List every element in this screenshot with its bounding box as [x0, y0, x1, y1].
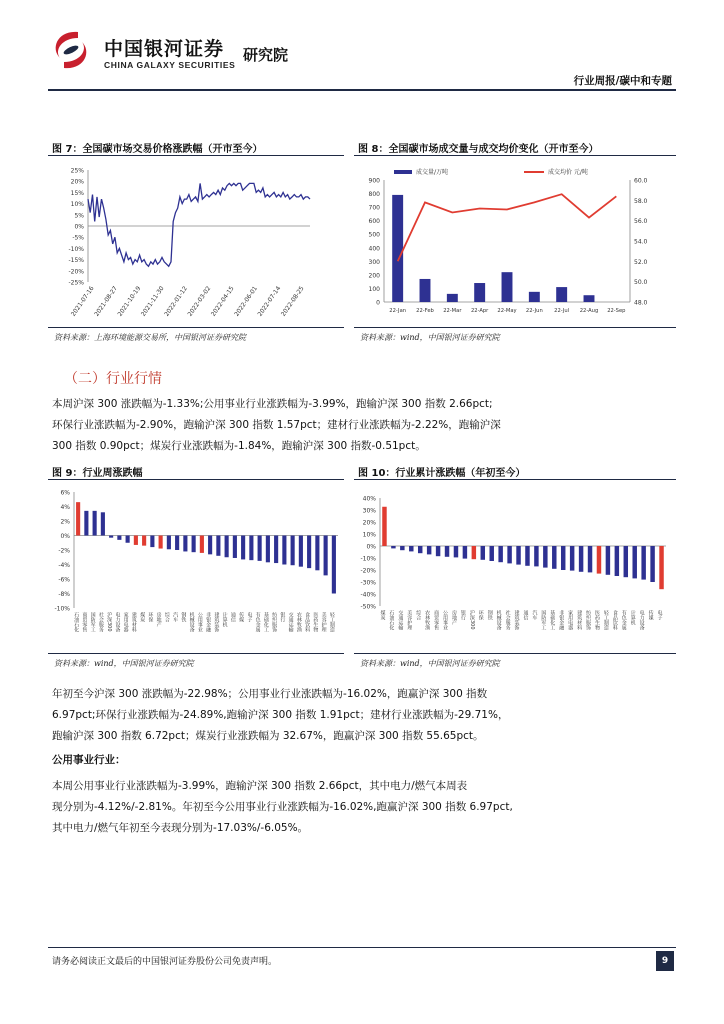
galaxy-logo-icon: [48, 28, 94, 72]
x-tick-label: 汽车: [531, 610, 538, 620]
industry-bar: [552, 546, 556, 569]
x-tick-label: 交通运输: [397, 610, 404, 630]
y-tick-label: 10%: [70, 201, 84, 209]
industry-bar: [570, 546, 574, 571]
industry-bar: [175, 536, 179, 551]
x-tick-label: 基础化工: [549, 610, 556, 630]
industry-bar: [588, 546, 592, 572]
industry-bar: [597, 546, 601, 574]
y-left-tick-label: 300: [368, 258, 380, 266]
x-tick-label: 2022-04-15: [209, 285, 236, 318]
y-right-tick-label: 58.0: [634, 197, 648, 205]
industry-bar: [650, 546, 654, 582]
industry-bar: [427, 546, 431, 554]
industry-bar: [291, 536, 295, 566]
industry-bar: [241, 536, 245, 560]
y-tick-label: 15%: [70, 189, 84, 197]
industry-bar: [200, 536, 204, 553]
x-tick-label: 轻工制造: [602, 610, 609, 630]
industry-bar: [142, 536, 146, 546]
y-tick-label: -15%: [68, 257, 84, 265]
x-tick-label: 2022-03-02: [186, 285, 213, 318]
y-right-tick-label: 48.0: [634, 299, 648, 307]
industry-bar: [472, 546, 476, 559]
x-tick-label: 2022-01-12: [163, 285, 189, 318]
paragraph-utilities: 本周公用事业行业涨跌幅为-3.99%，跑输沪深 300 指数 2.66pct，其中电力/燃气本周表 现分别为-4.12%/-2.81%。年初至今公用事业行业涨跌幅为-16.02%,跑赢沪深 300 指数 6.97pct, 其中电力/燃气年初至今表现分别为-17.03%/-6.05%。: [52, 780, 513, 834]
x-tick-label: 沪深300: [106, 612, 113, 632]
x-tick-label: 2022-08-25: [279, 285, 306, 318]
industry-bar: [543, 546, 547, 568]
y-tick-label: -6%: [58, 576, 70, 584]
industry-bar: [266, 536, 270, 563]
industry-bar: [516, 546, 520, 565]
x-tick-label: 轻工制造: [328, 612, 335, 632]
x-tick-label: 农林牧渔: [295, 612, 302, 632]
industry-bar: [93, 511, 97, 536]
x-tick-label: 煤炭: [139, 612, 146, 622]
x-tick-label: 22-Feb: [416, 308, 434, 314]
volume-bar: [474, 283, 485, 302]
x-tick-label: 建筑装饰: [513, 610, 520, 630]
industry-bar: [183, 536, 187, 552]
industry-bar: [249, 536, 253, 561]
x-tick-label: 2021-11-30: [139, 285, 166, 318]
paragraph-weekly-performance: 本周沪深 300 涨跌幅为-1.33%;公用事业行业涨跌幅为-3.99%，跑输沪深 300 指数 2.66pct; 环保行业涨跌幅为-2.90%，跑输沪深 300 指数 1.57pct；建材行业涨跌幅为-2.22%，跑输沪深 300 指数 0.90pct；煤炭行业涨跌幅为-1.84%，跑输沪深 300 指数-0.51pct。: [52, 398, 501, 452]
x-tick-label: 商贸零售: [433, 610, 440, 630]
y-tick-label: 5%: [74, 212, 84, 220]
industry-bar: [216, 536, 220, 556]
x-tick-label: 22-Jun: [525, 308, 543, 314]
figure-9-source: 资料来源：wind，中国银河证券研究院: [54, 659, 194, 668]
y-tick-label: -20%: [68, 268, 84, 276]
y-tick-label: -40%: [360, 591, 376, 599]
industry-bar: [192, 536, 196, 553]
x-tick-label: 公用事业: [442, 610, 449, 630]
x-tick-label: 2022-07-14: [256, 285, 283, 318]
industry-bar: [282, 536, 286, 565]
industry-bar: [391, 546, 395, 548]
x-tick-label: 通信: [229, 612, 236, 622]
x-tick-label: 国防军工: [89, 612, 96, 632]
y-left-tick-label: 600: [368, 218, 380, 226]
y-tick-label: -5%: [72, 234, 84, 242]
y-tick-label: 0%: [74, 223, 84, 231]
y-tick-label: 25%: [70, 167, 84, 175]
y-tick-label: -20%: [360, 567, 376, 575]
volume-bar: [584, 295, 595, 302]
y-tick-label: 0%: [60, 533, 70, 540]
y-left-tick-label: 0: [376, 299, 380, 307]
x-tick-label: 环保: [147, 612, 154, 622]
x-tick-label: 国防军工: [540, 610, 547, 630]
x-tick-label: 纺织服饰: [271, 612, 278, 632]
industry-bar: [409, 546, 413, 551]
x-tick-label: 社会服务: [504, 610, 511, 630]
industry-bar: [615, 546, 619, 576]
utilities-subheading: 公用事业行业：: [52, 754, 126, 766]
industry-bar: [561, 546, 565, 570]
x-tick-label: 机械设备: [188, 612, 195, 632]
footer-disclaimer: 请务必阅读正文最后的中国银河证券股份公司免责声明。: [52, 957, 278, 967]
figure-10-source-rule: [354, 653, 676, 654]
industry-bar: [481, 546, 485, 560]
y-tick-label: -30%: [360, 579, 376, 587]
figure-8-title: 图 8：全国碳市场成交量与成交均价变化（开市至今）: [358, 144, 599, 155]
y-tick-label: -25%: [68, 279, 84, 287]
x-tick-label: 基础化工: [262, 612, 269, 632]
x-tick-label: 石油石化: [388, 610, 395, 630]
figure-8-source-rule: [354, 327, 676, 328]
industry-bar: [534, 546, 538, 566]
industry-bar: [225, 536, 229, 558]
y-left-tick-label: 100: [368, 285, 380, 293]
industry-bar: [579, 546, 583, 572]
industry-bar: [507, 546, 511, 563]
x-tick-label: 计算机: [629, 610, 636, 625]
page-number: 9: [656, 951, 674, 971]
x-tick-label: 汽车: [172, 612, 179, 622]
x-tick-label: 22-May: [497, 308, 517, 314]
x-tick-label: 2021-07-16: [69, 285, 96, 318]
y-tick-label: 20%: [70, 178, 84, 186]
y-left-tick-label: 700: [368, 204, 380, 212]
x-tick-label: 22-Mar: [443, 308, 462, 314]
x-tick-label: 22-Aug: [579, 308, 599, 314]
x-tick-label: 美容护理: [406, 610, 413, 630]
x-tick-label: 电子: [656, 610, 663, 620]
price-change-line: [88, 183, 310, 266]
figure-7-source: 资料来源：上海环境能源交易所，中国银河证券研究院: [54, 333, 246, 342]
x-tick-label: 电子: [246, 612, 253, 622]
x-tick-label: 通信: [522, 610, 529, 620]
x-tick-label: 建筑材料: [130, 612, 137, 632]
industry-bar: [258, 536, 262, 561]
industry-bar: [632, 546, 636, 578]
industry-bar: [233, 536, 237, 558]
x-tick-label: 有色金属: [620, 610, 627, 630]
x-tick-label: 医药生物: [312, 612, 319, 632]
figure-7-title: 图 7：全国碳市场交易价格涨跌幅（开市至今）: [52, 144, 263, 155]
volume-bar: [447, 294, 458, 302]
y-tick-label: 40%: [362, 495, 376, 503]
y-left-tick-label: 400: [368, 245, 380, 253]
paragraph-ytd-performance: 年初至今沪深 300 涨跌幅为-22.98%；公用事业行业涨跌幅为-16.02%，跑赢沪深 300 指数 6.97pct;环保行业涨跌幅为-24.89%,跑输沪深 300 指数 1.91pct；建材行业涨跌幅为-29.71%， 跑输沪深 300 指数 6.72pct；煤炭行业涨跌幅为 32.67%，跑赢沪深 300 指数 55.65pct。: [52, 688, 509, 742]
x-tick-label: 石油石化: [73, 612, 80, 632]
volume-bar: [420, 279, 431, 302]
industry-bar: [659, 546, 663, 589]
x-tick-label: 食品饮料: [611, 610, 618, 630]
industry-bar: [382, 507, 386, 546]
report-type: 行业周报/碳中和专题: [573, 75, 672, 87]
y-tick-label: -8%: [58, 591, 70, 598]
avg-price-line: [398, 194, 617, 261]
y-tick-label: -50%: [360, 603, 376, 611]
y-right-tick-label: 56.0: [634, 218, 648, 226]
figure-8-title-rule: [354, 155, 676, 156]
x-tick-label: 非银金融: [558, 610, 565, 630]
x-tick-label: 有色金属: [254, 612, 261, 632]
industry-bar: [436, 546, 440, 556]
industry-bar: [606, 546, 610, 575]
industry-bar: [418, 546, 422, 553]
x-tick-label: 公用事业: [196, 612, 203, 632]
x-tick-label: 沪深300: [468, 610, 475, 630]
y-right-tick-label: 60.0: [634, 177, 648, 185]
y-right-tick-label: 52.0: [634, 258, 648, 266]
figure-9-chart: [48, 484, 344, 650]
y-left-tick-label: 200: [368, 272, 380, 280]
x-tick-label: 机械设备: [495, 610, 502, 630]
x-tick-label: 22-Sep: [607, 308, 626, 314]
industry-bar: [134, 536, 138, 545]
x-tick-label: 2021-10-19: [116, 285, 143, 318]
figure-8-source: 资料来源：wind，中国银河证券研究院: [360, 333, 500, 342]
industry-bar: [315, 536, 319, 571]
figure-7-chart: [48, 160, 344, 325]
x-tick-label: 银行: [279, 612, 286, 622]
company-name-en: CHINA GALAXY SECURITIES: [104, 60, 236, 70]
industry-bar: [84, 511, 88, 536]
company-name-cn: 中国银河证券: [104, 38, 225, 60]
x-tick-label: 建筑材料: [576, 610, 583, 630]
x-tick-label: 房地产: [450, 610, 457, 625]
figure-7-title-rule: [48, 155, 344, 156]
x-tick-label: 2022-06-01: [233, 285, 259, 318]
header-rule: [48, 89, 676, 91]
figure-9-source-rule: [48, 653, 344, 654]
figure-9-title-rule: [48, 479, 344, 480]
industry-bar: [126, 536, 130, 543]
x-tick-label: 商贸零售: [81, 612, 88, 632]
x-tick-label: 钢铁: [180, 612, 187, 622]
industry-bar: [332, 536, 336, 594]
industry-bar: [101, 512, 105, 535]
industry-bar: [307, 536, 311, 569]
x-tick-label: 电力设备: [114, 612, 121, 632]
y-tick-label: 30%: [362, 507, 376, 515]
industry-bar: [159, 536, 163, 549]
figure-10-chart: [354, 484, 676, 650]
x-tick-label: 医药生物: [593, 610, 600, 630]
x-tick-label: 非银金融: [205, 612, 212, 632]
industry-bar: [525, 546, 529, 566]
industry-bar: [641, 546, 645, 580]
logo: [48, 28, 94, 72]
industry-bar: [299, 536, 303, 567]
industry-bar: [208, 536, 212, 555]
industry-bar: [445, 546, 449, 557]
x-tick-label: 建筑装饰: [213, 612, 220, 632]
x-tick-label: 交通运输: [287, 612, 294, 632]
y-left-tick-label: 900: [368, 177, 380, 185]
x-tick-label: 传媒: [238, 612, 245, 622]
x-tick-label: 美容护理: [320, 612, 327, 632]
industry-bar: [454, 546, 458, 557]
footer-rule: [48, 947, 676, 948]
industry-bar: [150, 536, 154, 548]
industry-bar: [117, 536, 121, 540]
y-tick-label: -10%: [54, 605, 70, 613]
x-tick-label: 纺织服饰: [585, 610, 592, 630]
y-tick-label: -2%: [58, 547, 70, 555]
institute-name: 研究院: [243, 46, 289, 64]
figure-10-title: 图 10：行业累计涨跌幅（年初至今）: [358, 468, 526, 479]
legend-price-label: 成交均价 元/吨: [548, 169, 588, 176]
industry-bar: [167, 536, 171, 550]
industry-bar: [109, 536, 113, 538]
x-tick-label: 银行: [459, 610, 466, 620]
x-tick-label: 房地产: [155, 612, 162, 627]
y-tick-label: 20%: [362, 519, 376, 527]
industry-bar: [463, 546, 467, 559]
y-tick-label: -4%: [58, 562, 70, 569]
figure-7-source-rule: [48, 327, 344, 328]
x-tick-label: 2021-08-27: [93, 285, 119, 318]
section-title: （二）行业行情: [64, 371, 162, 387]
x-tick-label: 煤炭: [379, 610, 386, 620]
industry-bar: [76, 502, 80, 535]
x-tick-label: 食品饮料: [304, 612, 311, 632]
y-tick-label: 4%: [60, 504, 70, 511]
y-right-tick-label: 54.0: [634, 238, 648, 246]
figure-10-source: 资料来源：wind，中国银河证券研究院: [360, 659, 500, 668]
figure-8-chart: [354, 160, 676, 325]
volume-bar: [556, 287, 567, 302]
y-tick-label: -10%: [360, 555, 376, 563]
x-tick-label: 22-Jan: [389, 308, 407, 314]
x-tick-label: 电力设备: [638, 610, 645, 630]
volume-bar: [529, 292, 540, 302]
x-tick-label: 22-Jul: [554, 308, 570, 314]
x-tick-label: 农林牧渔: [424, 610, 431, 630]
x-tick-label: 家用电器: [122, 612, 129, 632]
y-right-tick-label: 50.0: [634, 279, 648, 287]
x-tick-label: 钢铁: [486, 610, 493, 620]
x-tick-label: 22-Apr: [470, 308, 489, 314]
volume-bar: [392, 195, 403, 302]
x-tick-label: 计算机: [221, 612, 228, 627]
y-tick-label: 2%: [60, 518, 70, 526]
volume-bar: [502, 272, 513, 302]
y-tick-label: 10%: [362, 531, 376, 539]
legend-volume-label: 成交量/万吨: [416, 169, 449, 176]
industry-bar: [274, 536, 278, 564]
figure-9-title: 图 9：行业周涨跌幅: [52, 468, 143, 479]
industry-bar: [489, 546, 493, 561]
figure-10-title-rule: [354, 479, 676, 480]
y-left-tick-label: 500: [368, 231, 380, 239]
industry-bar: [624, 546, 628, 577]
legend-volume-swatch: [394, 170, 412, 174]
y-tick-label: 0%: [366, 543, 376, 551]
industry-bar: [498, 546, 502, 562]
x-tick-label: 综合: [163, 612, 170, 622]
y-tick-label: 6%: [60, 489, 70, 497]
x-tick-label: 传媒: [647, 610, 654, 620]
x-tick-label: 社会服务: [97, 612, 104, 632]
x-tick-label: 综合: [415, 610, 422, 620]
industry-bar: [324, 536, 328, 576]
y-tick-label: -10%: [68, 245, 84, 253]
x-tick-label: 环保: [477, 610, 484, 620]
y-left-tick-label: 800: [368, 191, 380, 199]
x-tick-label: 家用电器: [567, 610, 574, 630]
industry-bar: [400, 546, 404, 550]
